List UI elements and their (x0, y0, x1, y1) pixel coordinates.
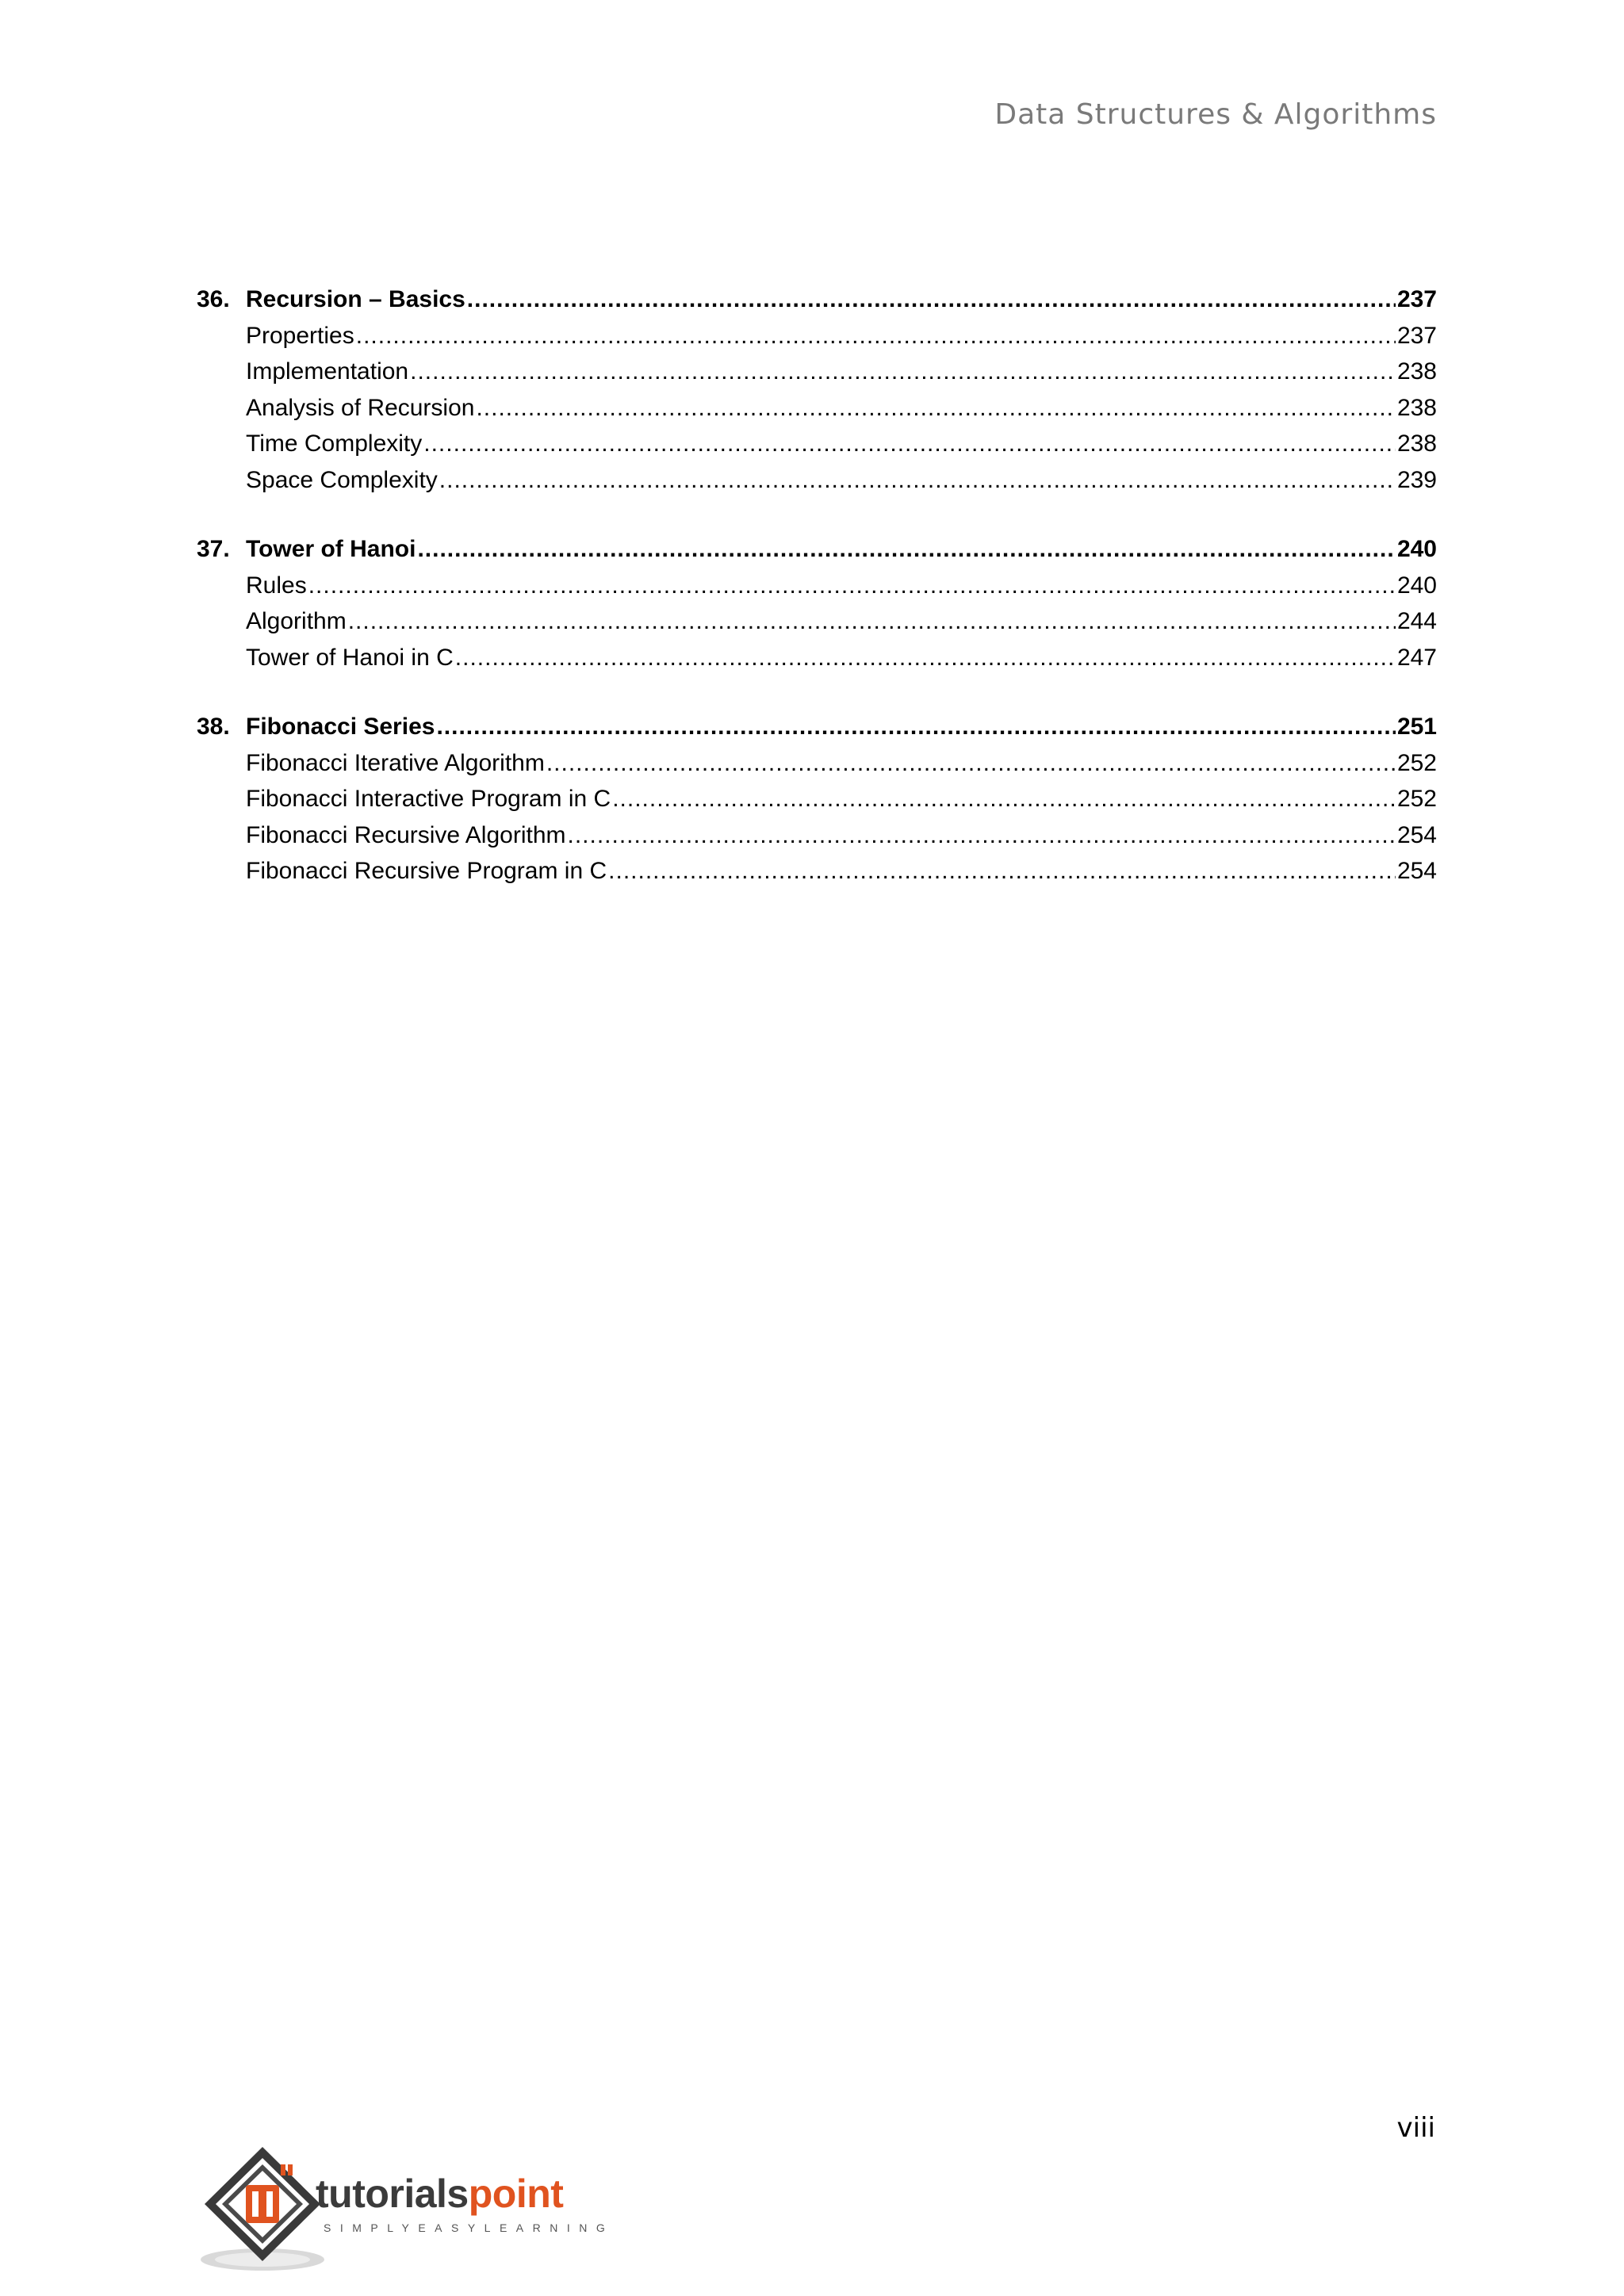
dot-leader (436, 709, 1396, 745)
chapter-title: Tower of Hanoi (246, 536, 416, 562)
page-ref: 238 (1396, 430, 1437, 457)
toc-entry-row[interactable] (197, 853, 1437, 890)
toc-entry-row[interactable] (197, 640, 1437, 676)
page-ref: 240 (1396, 536, 1437, 562)
entry-title: Algorithm (246, 608, 347, 634)
entry-title: Implementation (246, 358, 409, 385)
entry-title: Properties (246, 322, 354, 349)
toc-entry-row[interactable] (197, 426, 1437, 462)
running-header: Data Structures & Algorithms (994, 98, 1437, 131)
page-ref: 252 (1396, 749, 1437, 776)
dot-leader (423, 426, 1396, 462)
page-ref: 237 (1396, 322, 1437, 349)
page-ref: 251 (1396, 714, 1437, 740)
toc-entry-row[interactable] (197, 603, 1437, 640)
toc-entry-row[interactable] (197, 568, 1437, 604)
dot-leader (612, 781, 1396, 817)
logo-wordmark (316, 2171, 563, 2217)
page-ref: 252 (1396, 786, 1437, 812)
entry-title: Fibonacci Recursive Program in C (246, 858, 607, 884)
dot-leader (455, 640, 1396, 676)
toc-chapter-row[interactable] (197, 709, 1437, 745)
entry-title: Space Complexity (246, 466, 438, 493)
entry-title: Fibonacci Iterative Algorithm (246, 749, 545, 776)
chapter-title: Fibonacci Series (246, 714, 435, 740)
logo-tagline: SIMPLYEASYLEARNING (324, 2221, 615, 2234)
tutorialspoint-logo (195, 2141, 639, 2275)
toc-chapter-row[interactable] (197, 531, 1437, 568)
entry-title: Fibonacci Recursive Algorithm (246, 821, 566, 848)
toc-entry-row[interactable] (197, 745, 1437, 782)
toc-entry-row[interactable] (197, 462, 1437, 499)
table-of-contents (197, 281, 1437, 923)
dot-leader (348, 603, 1396, 640)
chapter-number: 38. (197, 714, 230, 740)
toc-section-37 (197, 531, 1437, 675)
dot-leader (439, 462, 1396, 499)
toc-entry-row[interactable] (197, 390, 1437, 427)
toc-entry-row[interactable] (197, 318, 1437, 354)
entry-title: Time Complexity (246, 430, 423, 457)
entry-title: Tower of Hanoi in C (246, 644, 454, 671)
logo-word-point: point (468, 2172, 564, 2216)
dot-leader (308, 568, 1396, 604)
dot-leader (608, 853, 1396, 890)
dot-leader (417, 531, 1395, 568)
toc-section-38 (197, 709, 1437, 890)
dot-leader (476, 390, 1395, 427)
chapter-number: 36. (197, 286, 230, 312)
chapter-number: 37. (197, 536, 230, 562)
page-ref: 254 (1396, 858, 1437, 884)
chapter-title: Recursion – Basics (246, 286, 465, 312)
dot-leader (546, 745, 1396, 782)
toc-entry-row[interactable] (197, 354, 1437, 390)
dot-leader (467, 281, 1396, 318)
page-ref: 247 (1396, 644, 1437, 671)
toc-chapter-row[interactable] (197, 281, 1437, 318)
entry-title: Analysis of Recursion (246, 394, 475, 421)
dot-leader (356, 318, 1396, 354)
page-ref: 238 (1396, 358, 1437, 385)
page-ref: 254 (1396, 821, 1437, 848)
entry-title: Fibonacci Interactive Program in C (246, 786, 611, 812)
entry-title: Rules (246, 572, 307, 599)
toc-section-36 (197, 281, 1437, 498)
page-ref: 237 (1396, 286, 1437, 312)
page-number: viii (1396, 2112, 1435, 2144)
page-ref: 240 (1396, 572, 1437, 599)
logo-diamond-icon (195, 2141, 330, 2275)
logo-word-tutorials: tutorials (316, 2172, 469, 2216)
page-ref: 238 (1396, 394, 1437, 421)
page-ref: 244 (1396, 608, 1437, 634)
dot-leader (410, 354, 1396, 390)
dot-leader (568, 817, 1396, 854)
toc-entry-row[interactable] (197, 817, 1437, 854)
page-ref: 239 (1396, 466, 1437, 493)
toc-entry-row[interactable] (197, 781, 1437, 817)
